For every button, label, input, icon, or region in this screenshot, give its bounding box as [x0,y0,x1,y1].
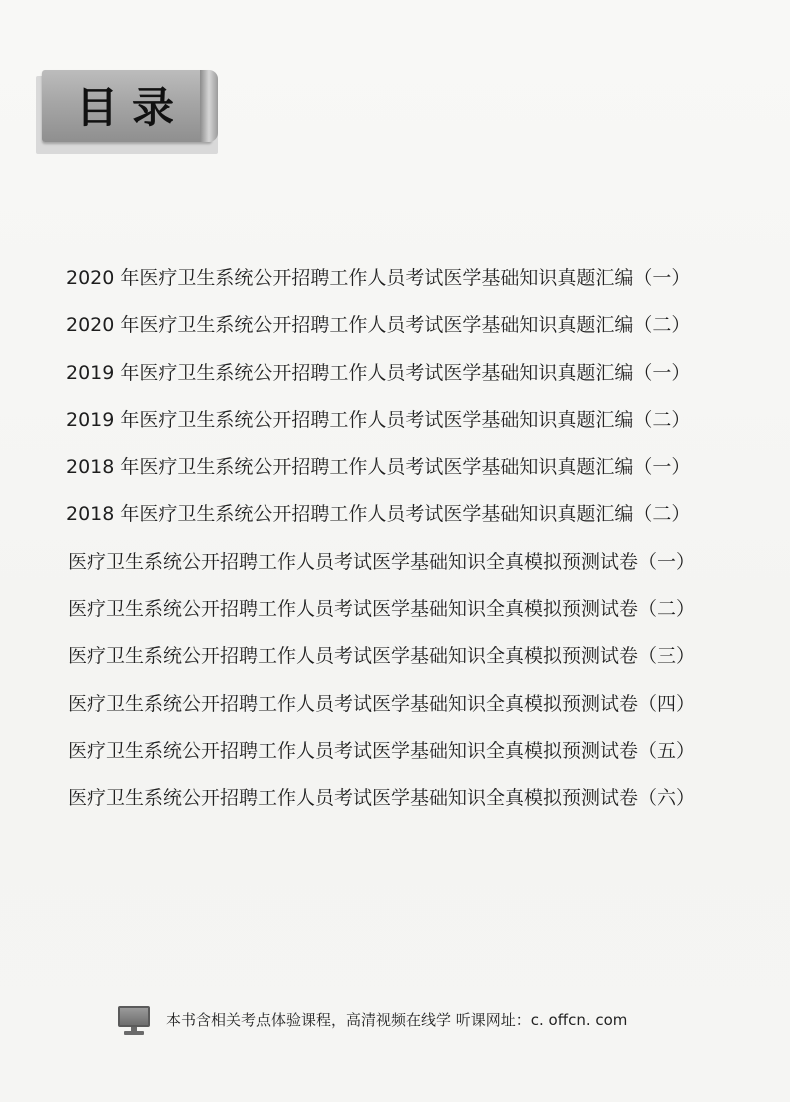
toc-entry-text: 2018 年医疗卫生系统公开招聘工作人员考试医学基础知识真题汇编（一） [66,456,691,479]
table-of-contents [0,255,790,823]
toc-entry[interactable] [0,728,790,775]
toc-entry-text: 医疗卫生系统公开招聘工作人员考试医学基础知识全真模拟预测试卷（五） [68,739,696,762]
toc-entry[interactable] [0,302,790,349]
toc-entry[interactable] [0,633,790,680]
toc-entry-text: 医疗卫生系统公开招聘工作人员考试医学基础知识全真模拟预测试卷（二） [68,598,696,621]
toc-entry[interactable] [0,681,790,728]
toc-entry[interactable] [0,586,790,633]
toc-entry[interactable] [0,775,790,822]
toc-entry[interactable] [0,350,790,397]
footer-text: 本书含相关考点体验课程，高清视频在线学 听课网址：c. offcn. com [166,1011,628,1029]
toc-entry[interactable] [0,255,790,302]
toc-entry[interactable] [0,397,790,444]
toc-entry-text: 2018 年医疗卫生系统公开招聘工作人员考试医学基础知识真题汇编（二） [66,503,691,526]
toc-entry-text: 2020 年医疗卫生系统公开招聘工作人员考试医学基础知识真题汇编（一） [66,267,691,289]
toc-entry[interactable] [0,444,790,491]
title-banner [36,70,218,154]
toc-entry-text: 2019 年医疗卫生系统公开招聘工作人员考试医学基础知识真题汇编（二） [66,408,691,431]
toc-entry-text: 医疗卫生系统公开招聘工作人员考试医学基础知识全真模拟预测试卷（四） [68,692,696,715]
toc-entry[interactable] [0,491,790,538]
footer-note [118,1004,718,1038]
monitor-icon [118,1006,150,1036]
page-title: 目录 [76,83,189,132]
toc-entry-text: 医疗卫生系统公开招聘工作人员考试医学基础知识全真模拟预测试卷（六） [68,787,696,810]
toc-entry-text: 医疗卫生系统公开招聘工作人员考试医学基础知识全真模拟预测试卷（三） [68,645,696,668]
toc-entry-text: 2019 年医疗卫生系统公开招聘工作人员考试医学基础知识真题汇编（一） [66,361,691,384]
monitor-screen [118,1006,150,1027]
toc-entry-text: 医疗卫生系统公开招聘工作人员考试医学基础知识全真模拟预测试卷（一） [68,550,696,573]
banner-curl [200,70,218,142]
monitor-base [124,1031,144,1035]
toc-entry[interactable] [0,539,790,586]
toc-entry-text: 2020 年医疗卫生系统公开招聘工作人员考试医学基础知识真题汇编（二） [66,314,691,337]
